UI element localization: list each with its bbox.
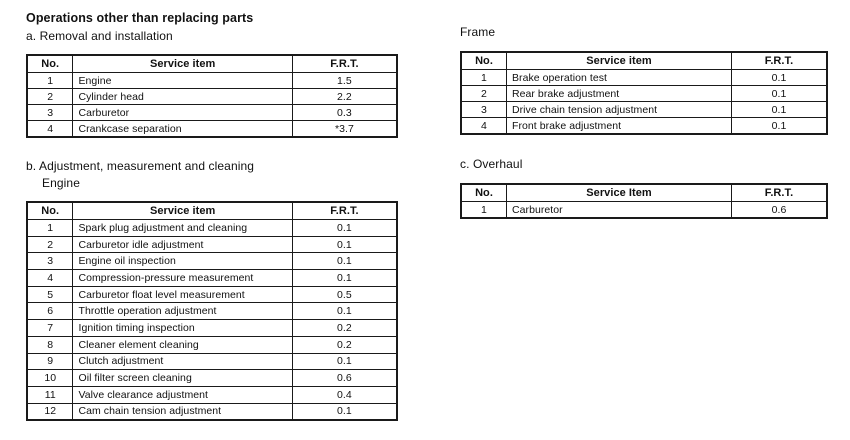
cell-frt: 2.2 [292, 89, 397, 105]
cell-item: Rear brake adjustment [507, 86, 732, 102]
cell-no: 6 [27, 303, 73, 320]
cell-item: Spark plug adjustment and cleaning [73, 220, 292, 237]
section-b-wrapper [26, 159, 398, 421]
cell-frt: 0.1 [292, 236, 397, 253]
table-header [27, 55, 397, 73]
table-header-row [27, 202, 397, 220]
section-heading-b: b. Adjustment, measurement and cleaning [26, 159, 255, 173]
table-row [27, 320, 397, 337]
cell-item: Ignition timing inspection [73, 320, 292, 337]
cell-no: 3 [27, 105, 73, 121]
table-row [461, 118, 827, 135]
overhaul-table-wrapper [460, 183, 832, 219]
cell-item: Carburetor [73, 105, 292, 121]
table-row [27, 89, 397, 105]
table-body [461, 202, 827, 219]
frame-table-wrapper [460, 51, 832, 135]
cell-frt: 0.1 [732, 102, 828, 118]
cell-item: Oil filter screen cleaning [73, 370, 292, 387]
table-row [27, 73, 397, 89]
cell-frt: 0.1 [292, 303, 397, 320]
cell-frt: 1.5 [292, 73, 397, 89]
cell-item: Crankcase separation [73, 121, 292, 138]
column-header-frt: F.R.T. [292, 202, 397, 220]
column-header-frt: F.R.T. [732, 184, 828, 202]
table-row [461, 102, 827, 118]
cell-no: 11 [27, 386, 73, 403]
cell-frt: 0.6 [732, 202, 828, 219]
cell-frt: 0.1 [292, 253, 397, 270]
column-header-frt: F.R.T. [732, 52, 828, 70]
table-body [27, 73, 397, 138]
cell-frt: 0.1 [732, 70, 828, 86]
right-column [460, 25, 832, 219]
cell-no: 1 [27, 220, 73, 237]
column-header-item: Service item [507, 52, 732, 70]
section-b-subheading-engine: Engine [42, 176, 80, 190]
cell-no: 3 [27, 253, 73, 270]
section-c-wrapper [460, 157, 832, 219]
table-row [27, 253, 397, 270]
table-body [27, 220, 397, 421]
table-row [27, 336, 397, 353]
cell-item: Engine [73, 73, 292, 89]
cell-frt: 0.1 [732, 86, 828, 102]
cell-no: 2 [461, 86, 507, 102]
cell-frt: 0.4 [292, 386, 397, 403]
column-header-no: No. [461, 52, 507, 70]
table-header-row [461, 184, 827, 202]
cell-frt: 0.1 [292, 403, 397, 420]
cell-no: 4 [27, 270, 73, 287]
cell-no: 5 [27, 286, 73, 303]
removal-installation-table [26, 54, 398, 138]
table-body [461, 70, 827, 135]
cell-item: Valve clearance adjustment [73, 386, 292, 403]
cell-frt: *3.7 [292, 121, 397, 138]
table-header [27, 202, 397, 220]
cell-item: Throttle operation adjustment [73, 303, 292, 320]
cell-frt: 0.6 [292, 370, 397, 387]
table-row [27, 121, 397, 138]
column-header-frt: F.R.T. [292, 55, 397, 73]
table-row [461, 202, 827, 219]
column-header-no: No. [27, 202, 73, 220]
cell-frt: 0.2 [292, 336, 397, 353]
adjustment-measurement-cleaning-table [26, 201, 398, 421]
table-row [27, 270, 397, 287]
section-heading-frame: Frame [460, 25, 496, 39]
cell-item: Engine oil inspection [73, 253, 292, 270]
overhaul-table [460, 183, 828, 219]
cell-frt: 0.2 [292, 320, 397, 337]
cell-item: Compression-pressure measurement [73, 270, 292, 287]
column-header-no: No. [27, 55, 73, 73]
cell-no: 4 [461, 118, 507, 135]
table-row [27, 105, 397, 121]
cell-item: Carburetor [507, 202, 732, 219]
cell-no: 7 [27, 320, 73, 337]
cell-item: Cleaner element cleaning [73, 336, 292, 353]
section-a-table-wrapper [26, 54, 398, 138]
table-header [461, 184, 827, 202]
column-header-no: No. [461, 184, 507, 202]
cell-frt: 0.1 [732, 118, 828, 135]
table-row [461, 86, 827, 102]
cell-no: 8 [27, 336, 73, 353]
left-column [26, 11, 398, 421]
column-header-item: Service item [73, 55, 292, 73]
cell-no: 2 [27, 89, 73, 105]
table-row [27, 386, 397, 403]
table-row [27, 403, 397, 420]
section-heading-a: a. Removal and installation [26, 29, 173, 43]
cell-no: 1 [461, 202, 507, 219]
cell-item: Clutch adjustment [73, 353, 292, 370]
cell-item: Drive chain tension adjustment [507, 102, 732, 118]
cell-item: Cylinder head [73, 89, 292, 105]
cell-frt: 0.3 [292, 105, 397, 121]
cell-item: Front brake adjustment [507, 118, 732, 135]
column-header-item: Service Item [507, 184, 732, 202]
page-title: Operations other than replacing parts [26, 11, 254, 25]
cell-item: Carburetor idle adjustment [73, 236, 292, 253]
cell-no: 12 [27, 403, 73, 420]
table-row [27, 220, 397, 237]
cell-no: 1 [461, 70, 507, 86]
cell-no: 9 [27, 353, 73, 370]
table-row [27, 286, 397, 303]
cell-no: 3 [461, 102, 507, 118]
table-row [27, 370, 397, 387]
cell-item: Cam chain tension adjustment [73, 403, 292, 420]
cell-frt: 0.1 [292, 270, 397, 287]
cell-frt: 0.1 [292, 353, 397, 370]
section-b-table-wrapper [26, 201, 398, 421]
frame-table [460, 51, 828, 135]
cell-no: 4 [27, 121, 73, 138]
section-heading-c: c. Overhaul [460, 157, 523, 171]
cell-item: Carburetor float level measurement [73, 286, 292, 303]
table-header-row [461, 52, 827, 70]
cell-frt: 0.1 [292, 220, 397, 237]
table-row [27, 236, 397, 253]
table-row [461, 70, 827, 86]
cell-no: 1 [27, 73, 73, 89]
table-row [27, 353, 397, 370]
cell-no: 10 [27, 370, 73, 387]
column-header-item: Service item [73, 202, 292, 220]
cell-frt: 0.5 [292, 286, 397, 303]
cell-item: Brake operation test [507, 70, 732, 86]
cell-no: 2 [27, 236, 73, 253]
table-header-row [27, 55, 397, 73]
table-header [461, 52, 827, 70]
table-row [27, 303, 397, 320]
